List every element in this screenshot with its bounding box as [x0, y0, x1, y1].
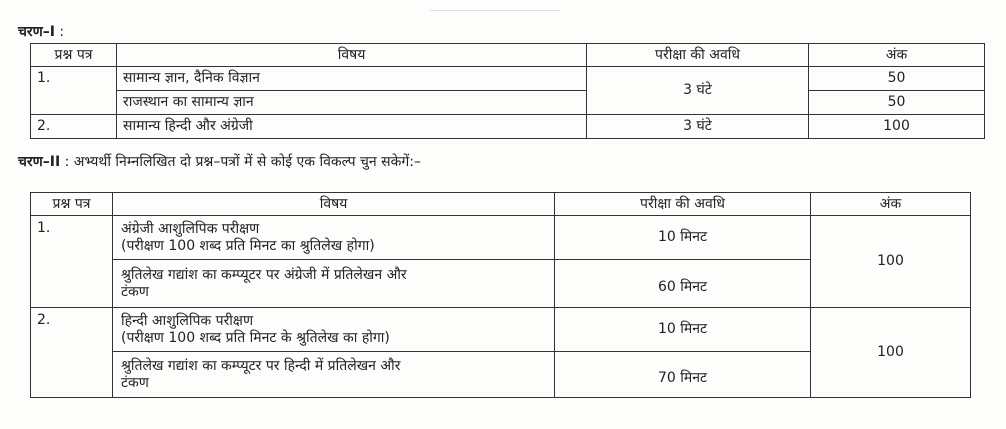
stage1-header-row	[31, 44, 985, 67]
col-header-marks: अंक	[809, 44, 985, 67]
marks-cell: 100	[809, 115, 985, 139]
col-header-duration: परीक्षा की अवधि	[555, 193, 811, 216]
stage2-heading	[18, 152, 421, 171]
subject-line: टंकण	[121, 374, 149, 391]
marks-cell: 50	[809, 67, 985, 91]
subject-line: श्रुतिलेख गद्यांश का कम्प्यूटर पर हिन्दी में प्रतिलेखन और	[121, 357, 401, 374]
stage2-heading-text: : अभ्यर्थी निम्नलिखित दो प्रश्न–पत्रों में से कोई एक विकल्प चुन सकेगें:–	[60, 154, 421, 170]
duration-cell: 70 मिनट	[555, 352, 811, 398]
col-header-subject: विषय	[113, 193, 555, 216]
table-row	[31, 67, 985, 91]
stage1-heading-text: :	[54, 24, 65, 40]
subject-cell	[113, 308, 555, 352]
subject-line: (परीक्षण 100 शब्द प्रति मिनट के श्रुतिलेख का होगा)	[121, 329, 390, 346]
duration-cell: 10 मिनट	[555, 216, 811, 260]
stage2-table	[30, 192, 971, 398]
col-header-duration: परीक्षा की अवधि	[587, 44, 809, 67]
subject-line: हिन्दी आशुलिपिक परीक्षण	[121, 312, 254, 329]
subject-line: टंकण	[121, 283, 149, 300]
duration-cell: 10 मिनट	[555, 308, 811, 352]
table-row	[31, 216, 971, 260]
top-rule	[430, 10, 560, 11]
paper-number: 1.	[31, 67, 117, 115]
subject-line: श्रुतिलेख गद्यांश का कम्प्यूटर पर अंग्रेजी में प्रतिलेखन और	[121, 266, 407, 283]
marks-cell: 100	[811, 216, 971, 308]
paper-number: 2.	[31, 308, 113, 398]
subject-cell	[113, 216, 555, 260]
subject-cell: सामान्य ज्ञान, दैनिक विज्ञान	[117, 67, 587, 91]
stage1-heading-label: चरण–I	[18, 24, 55, 40]
col-header-marks: अंक	[811, 193, 971, 216]
subject-cell	[113, 352, 555, 398]
stage2-heading-label: चरण–II	[18, 154, 61, 170]
subject-line: (परीक्षण 100 शब्द प्रति मिनट का श्रुतिलेख होगा)	[121, 237, 375, 254]
subject-cell	[113, 260, 555, 308]
stage1-table	[30, 43, 985, 139]
table-row	[31, 308, 971, 352]
stage1-heading	[18, 22, 64, 41]
table-row	[31, 115, 985, 139]
duration-cell: 3 घंटे	[587, 115, 809, 139]
subject-cell: सामान्य हिन्दी और अंग्रेजी	[117, 115, 587, 139]
col-header-paper: प्रश्न पत्र	[31, 193, 113, 216]
subject-line: अंग्रेजी आशुलिपिक परीक्षण	[121, 220, 260, 237]
duration-cell: 60 मिनट	[555, 260, 811, 308]
paper-number: 1.	[31, 216, 113, 308]
col-header-paper: प्रश्न पत्र	[31, 44, 117, 67]
marks-cell: 100	[811, 308, 971, 398]
col-header-subject: विषय	[117, 44, 587, 67]
paper-number: 2.	[31, 115, 117, 139]
stage2-header-row	[31, 193, 971, 216]
marks-cell: 50	[809, 91, 985, 115]
duration-cell: 3 घंटे	[587, 67, 809, 115]
table-row	[31, 91, 985, 115]
subject-cell: राजस्थान का सामान्य ज्ञान	[117, 91, 587, 115]
